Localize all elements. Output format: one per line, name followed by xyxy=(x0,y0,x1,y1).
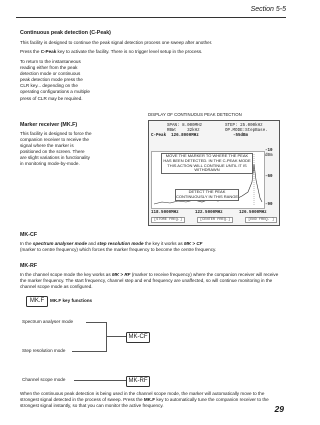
mkcf-function: MK > CF xyxy=(183,241,203,246)
end-freq: 126.5000MHz xyxy=(239,211,267,215)
cpeak-readout: C-Peak 126.8000MHz xyxy=(151,134,199,138)
marker-line: positioned on the screen. There xyxy=(20,149,85,155)
final-paragraph xyxy=(20,391,282,409)
mkrf-text xyxy=(20,272,282,290)
softkey-row xyxy=(151,217,277,223)
mkf-functions-title: MK.F key functions xyxy=(50,298,93,303)
mkcf-mode2: step resolution mode xyxy=(97,241,144,246)
softkey-center-freq[interactable]: [CENTER FREQ.] xyxy=(197,217,233,223)
start-freq: 118.5000MHz xyxy=(151,211,179,215)
page-number: 29 xyxy=(274,404,284,414)
connector-line xyxy=(106,336,126,337)
heading-cpeak: Continuous peak detection (C-Peak) xyxy=(20,30,111,36)
ref-level: -10 xyxy=(265,149,273,153)
marker-line: are slight variations in functionality xyxy=(20,155,90,161)
callout-range: DETECT THE PEAK CONTINUOUSLY IN THIS RANGE xyxy=(176,189,239,199)
mkrf-post: (marker to receive frequency) where the companion receiver will receive the marker frequency. The start frequency, channel step and end frequency are unaffected, so will continue monitoring in the channel scope mode as configured. xyxy=(20,272,279,290)
marker-line: in monitoring mode-by-mode. xyxy=(20,161,80,167)
mkcf-text xyxy=(20,241,282,253)
analyzer-screen xyxy=(148,120,280,226)
clr-line: operating configurations a multiple xyxy=(20,89,90,95)
opmode-readout: OP.MODE:StepBase. xyxy=(225,129,268,133)
clr-line: peak detection mode press the xyxy=(20,77,83,83)
mkrf-pre: In the channel scope mode the key works as xyxy=(20,272,112,277)
cpeak-intro: This facility is designed to continue the peak signal detection process one sweep after another. xyxy=(20,40,213,45)
marker-line: signal where the marker is xyxy=(20,143,74,149)
mkcf-post: (marker to centre frequency) which forces the marker frequency to become the centre frequency. xyxy=(20,247,217,253)
connector-line xyxy=(72,351,106,352)
clr-line: press of CLR may be required. xyxy=(20,95,83,101)
span-readout: SPAN: 8.000MHz xyxy=(167,124,203,128)
step-mode-label: Step resolution mode xyxy=(22,348,66,353)
connector-line xyxy=(86,322,106,323)
rbw-readout: RBW: 32kHz xyxy=(167,129,200,133)
mkcf-pre: In the xyxy=(20,241,33,246)
mkrf-function: MK > RF xyxy=(111,272,131,277)
softkey-store-freq[interactable]: [STORE FREQ.] xyxy=(151,217,185,223)
scale-low: -90 xyxy=(265,203,273,207)
final-key: MK.F xyxy=(143,397,156,403)
clr-line: To return to the instantaneous xyxy=(20,59,81,64)
clr-line: CLR key... depending on the xyxy=(20,83,78,89)
heading-marker-receiver: Marker receiver (MK.F) xyxy=(20,122,78,128)
channel-mode-label: Channel scope mode xyxy=(22,377,66,382)
connector-bracket xyxy=(106,322,107,352)
final-post: key to automatically tune the companion receiver to the strongest signal instantly, so that you can monitor the active frequency. xyxy=(20,397,269,409)
final-pre: When the continuous peak detection is being used in the channel scope mode, the marker will automatically move to the strongest signal detected in the process of sweep. Press the xyxy=(20,391,265,403)
ref-unit: dBm xyxy=(265,154,273,158)
cpeak-key-name: C-Peak xyxy=(40,49,57,54)
section-title: Section 5-5 xyxy=(250,6,286,13)
heading-mkcf: MK-CF xyxy=(20,232,38,238)
clr-instructions xyxy=(20,59,144,102)
marker-receiver-text xyxy=(20,131,144,168)
level-readout: -55dBm xyxy=(233,134,249,138)
connector-line xyxy=(74,380,126,381)
softkey-end-freq[interactable]: [END FREQ. ] xyxy=(245,217,277,223)
center-freq: 122.5000MHz xyxy=(195,211,223,215)
step-readout: STEP: 25.000kHz xyxy=(225,124,263,128)
marker-line: This facility is designed to force the xyxy=(20,131,92,136)
callout-marker: MOVE THE MARKER TO WHERE THE PEAK HAS BEEN DETECTED. IN THE C-PEAK MODE THIS ACTION WILL CONTINUE UNTIL IT IS WITHDRAWN xyxy=(161,153,253,174)
mkcf-mid1: and xyxy=(86,241,98,246)
marker-line: companion receiver to receive the xyxy=(20,137,89,143)
mkcf-mid2: the key it works as xyxy=(143,241,184,246)
mkcf-key[interactable]: MK-CF xyxy=(126,332,150,343)
cpeak-activate xyxy=(20,49,282,55)
header-rule xyxy=(16,17,286,18)
mkcf-mode1: spectrum analyser mode xyxy=(32,241,87,246)
clr-line: reading either from the peak xyxy=(20,65,78,71)
cpeak-activate-post: key to activate the facility. There is no trigger level setup in the process. xyxy=(56,49,203,54)
cpeak-activate-pre: Press the xyxy=(20,49,41,54)
clr-line: detection mode or continuous xyxy=(20,71,81,77)
scale-mid: -60 xyxy=(265,175,273,179)
mkrf-key[interactable]: MK-RF xyxy=(126,376,150,387)
figure-caption: DISPLAY OF CONTINUOUS PEAK DETECTION xyxy=(148,112,242,117)
heading-mkrf: MK-RF xyxy=(20,263,38,269)
spectrum-mode-label: Spectrum analyser mode xyxy=(22,319,74,324)
mkf-key[interactable]: MK.F xyxy=(26,296,48,307)
